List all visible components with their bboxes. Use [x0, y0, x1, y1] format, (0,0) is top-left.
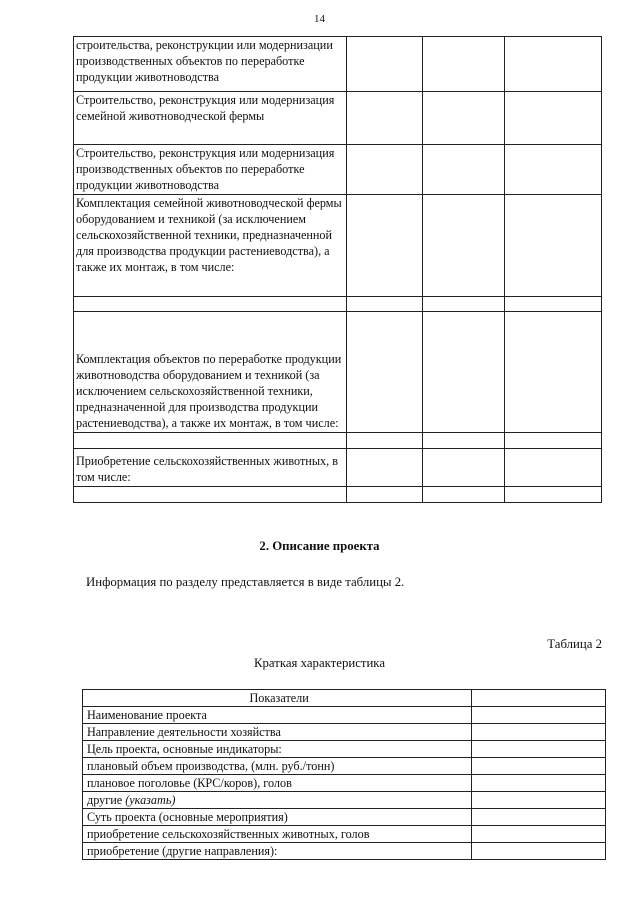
table-cell	[346, 194, 423, 296]
table-cell	[346, 37, 423, 92]
table-cell	[346, 92, 423, 145]
table-cell	[74, 448, 347, 486]
table-cell	[472, 724, 606, 741]
table-cell	[423, 296, 505, 311]
table-cell	[346, 145, 423, 195]
table-cell: Цель проекта, основные индикаторы:	[83, 741, 472, 758]
table-row	[83, 792, 606, 809]
table-cell	[423, 194, 505, 296]
section-info-text: Информация по разделу представляется в виде таблицы 2.	[86, 575, 405, 589]
table-cell-text: Приобретение сельскохозяйственных животных, в том числе:	[76, 454, 338, 485]
table-cell	[505, 194, 602, 296]
investment-table	[73, 36, 602, 503]
table-cell	[423, 448, 505, 486]
table-cell	[472, 843, 606, 860]
table-row	[83, 843, 606, 860]
table-row	[74, 486, 602, 502]
table-cell	[423, 92, 505, 145]
table-row	[83, 741, 606, 758]
table-cell	[346, 486, 423, 502]
table-cell: приобретение (другие направления):	[83, 843, 472, 860]
table-cell	[346, 432, 423, 448]
table-cell	[423, 311, 505, 432]
table-cell	[505, 311, 602, 432]
table-cell	[74, 311, 347, 432]
section-title: 2. Описание проекта	[259, 539, 380, 553]
table-cell	[472, 775, 606, 792]
table-cell	[346, 448, 423, 486]
table-cell: плановое поголовье (КРС/коров), голов	[83, 775, 472, 792]
table-cell	[505, 37, 602, 92]
table-cell	[505, 486, 602, 502]
table-row	[74, 194, 602, 296]
table-cell: Наименование проекта	[83, 707, 472, 724]
table-cell	[505, 432, 602, 448]
table-cell	[472, 690, 606, 707]
table-cell	[472, 809, 606, 826]
table-label: Таблица 2	[547, 637, 602, 651]
table-cell: строительства, реконструкции или модернизации производственных объектов по переработке продукции животноводства	[74, 37, 347, 92]
table-cell: Комплектация семейной животноводческой фермы оборудованием и техникой (за исключением сельскохозяйственной техники, предназначенной для производства продукции растениеводства), а также их монтаж, в том числе:	[74, 194, 347, 296]
table-header-row	[83, 690, 606, 707]
table-cell	[423, 145, 505, 195]
table-cell	[505, 145, 602, 195]
table-row	[74, 37, 602, 92]
table-cell	[83, 792, 472, 809]
table-caption: Краткая характеристика	[253, 656, 386, 670]
page-number: 14	[314, 13, 325, 25]
table-cell: Строительство, реконструкция или модернизация семейной животноводческой фермы	[74, 92, 347, 145]
table-cell	[472, 826, 606, 843]
table-row	[83, 707, 606, 724]
table-cell	[472, 741, 606, 758]
table-cell	[74, 296, 347, 311]
table-cell	[346, 296, 423, 311]
table-cell	[505, 296, 602, 311]
table-row	[83, 724, 606, 741]
table-cell: приобретение сельскохозяйственных животных, голов	[83, 826, 472, 843]
table-row	[83, 809, 606, 826]
table-cell	[472, 792, 606, 809]
table-row	[83, 775, 606, 792]
table-cell	[472, 707, 606, 724]
table-row	[74, 311, 602, 432]
table-cell	[423, 432, 505, 448]
table-row	[83, 826, 606, 843]
table-cell	[346, 311, 423, 432]
table-cell-note: (указать)	[125, 793, 176, 807]
table-row	[74, 296, 602, 311]
table-cell	[505, 92, 602, 145]
column-header: Показатели	[83, 690, 472, 707]
table-row	[74, 432, 602, 448]
table-row	[74, 92, 602, 145]
table-cell	[423, 37, 505, 92]
table-cell-text: другие	[87, 793, 123, 807]
table-row	[83, 758, 606, 775]
table-row	[74, 145, 602, 195]
table-cell	[74, 432, 347, 448]
table-cell	[74, 486, 347, 502]
table-cell	[505, 448, 602, 486]
table-cell: плановый объем производства, (млн. руб./тонн)	[83, 758, 472, 775]
table-cell: Суть проекта (основные мероприятия)	[83, 809, 472, 826]
summary-table	[82, 689, 606, 860]
table-cell: Направление деятельности хозяйства	[83, 724, 472, 741]
table-cell-text: Комплектация объектов по переработке продукции животноводства оборудованием и техникой (за исключением сельскохозяйственной техники, предназначенной для производства продукции растениеводства), а также их монтаж, в том числе:	[76, 351, 342, 431]
table-cell	[423, 486, 505, 502]
table-cell	[472, 758, 606, 775]
table-row	[74, 448, 602, 486]
table-cell: Строительство, реконструкция или модернизация производственных объектов по переработке продукции животноводства	[74, 145, 347, 195]
